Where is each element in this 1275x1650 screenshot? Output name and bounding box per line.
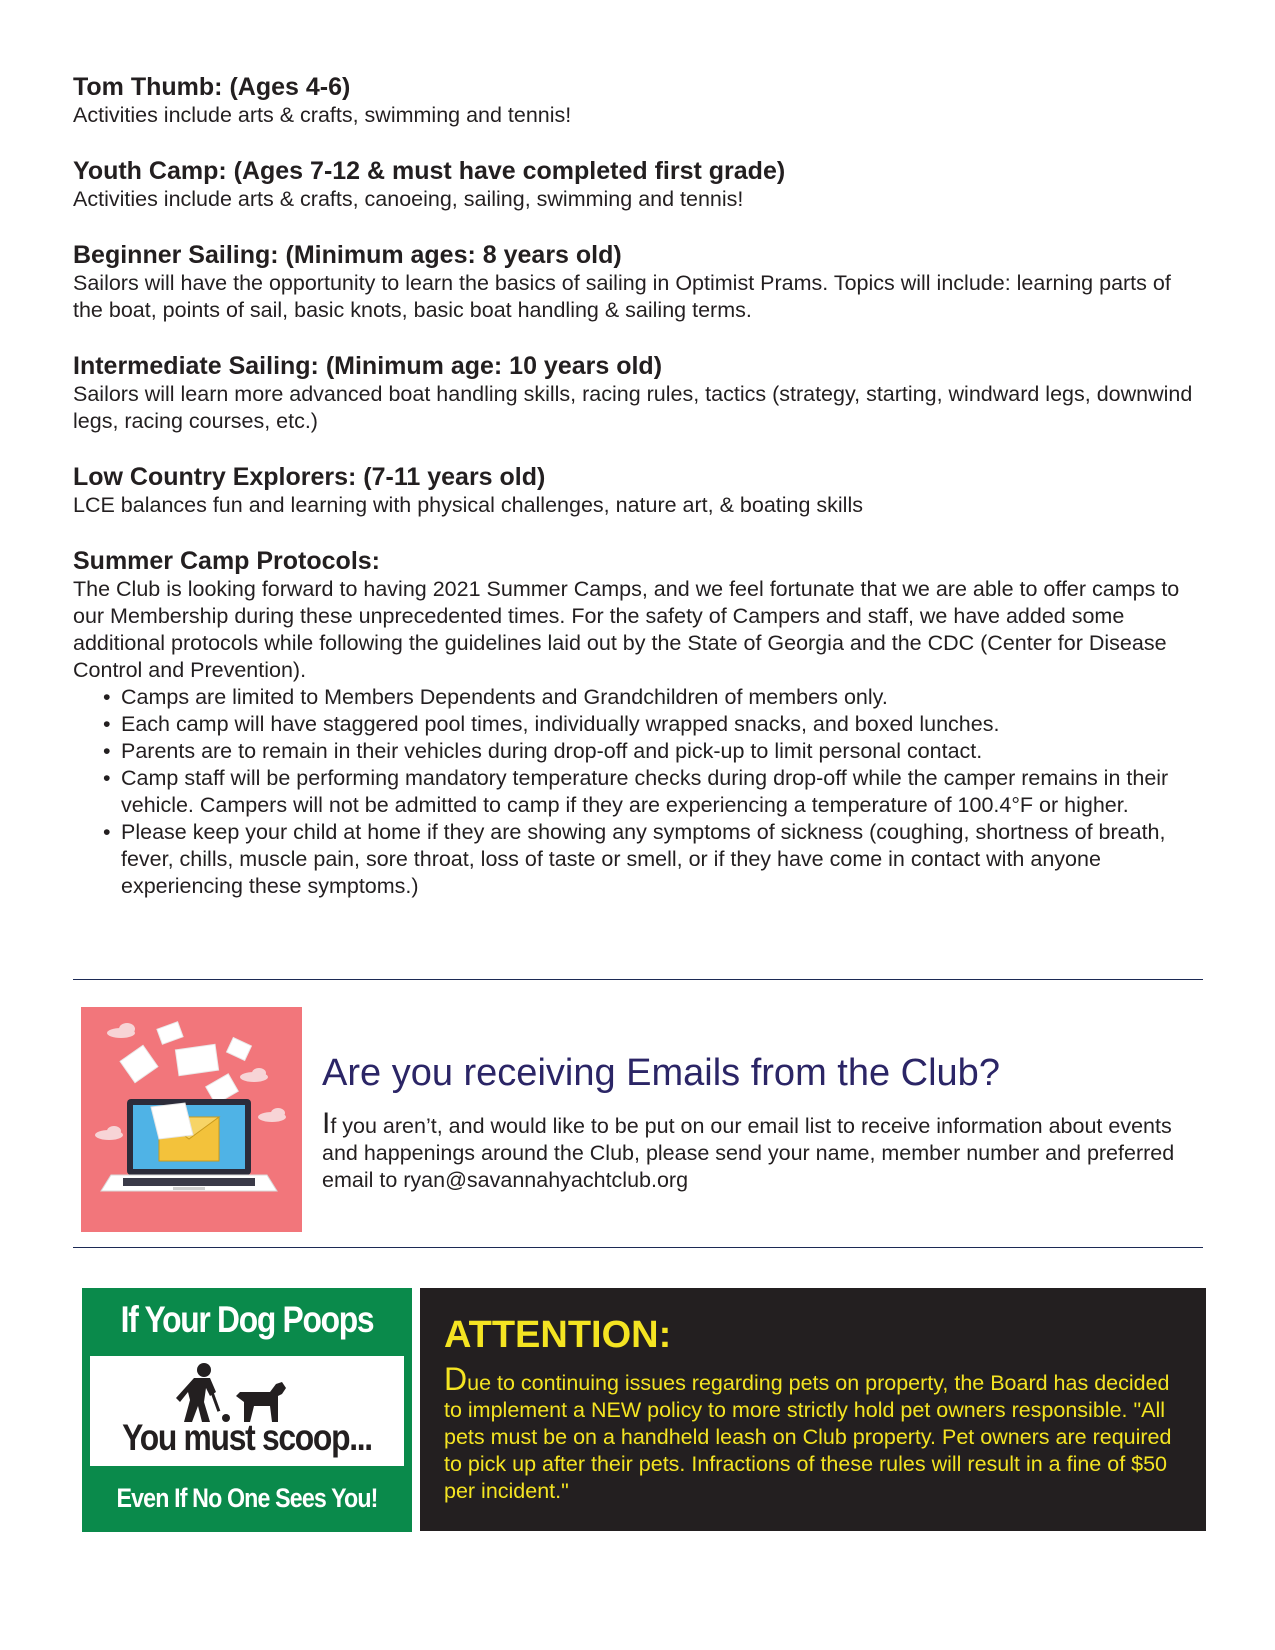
sign-bottom-text: Even If No One Sees You! <box>116 1483 378 1513</box>
protocols-list <box>73 684 1203 900</box>
section-title: Youth Camp: (Ages 7-12 & must have completed first grade) <box>73 157 786 185</box>
dog-poop-sign <box>82 1288 412 1532</box>
section-body: Sailors will learn more advanced boat handling skills, racing rules, tactics (strategy, starting, windward legs, downwind legs, racing courses, etc.) <box>73 382 1193 433</box>
sign-white-panel <box>90 1356 404 1466</box>
protocols-title: Summer Camp Protocols: <box>73 547 381 575</box>
email-illustration <box>81 1007 302 1232</box>
attention-heading: ATTENTION: <box>444 1314 672 1356</box>
divider <box>73 979 1203 980</box>
section-low-country-explorers <box>73 462 1203 519</box>
email-heading: Are you receiving Emails from the Club? <box>322 1052 1000 1094</box>
camp-info <box>73 72 1203 927</box>
scooping-person-dog-icon <box>170 1362 300 1424</box>
section-beginner-sailing <box>73 240 1203 324</box>
section-body: LCE balances fun and learning with physical challenges, nature art, & boating skills <box>73 493 863 517</box>
protocol-item: • Camps are limited to Members Dependents and Grandchildren of members only. <box>103 684 1203 711</box>
attention-box <box>420 1288 1206 1531</box>
section-title: Beginner Sailing: (Minimum ages: 8 years old) <box>73 241 622 269</box>
sign-top-text: If Your Dog Poops <box>120 1299 374 1340</box>
section-intermediate-sailing <box>73 351 1203 435</box>
section-tom-thumb <box>73 72 1203 129</box>
attention-dropcap: D <box>444 1361 468 1397</box>
attention-body-text: ue to continuing issues regarding pets on property, the Board has decided to implement a NEW policy to more strictly hold pet owners responsible. "All pets must be on a handheld leash on Club property. Pet owners are required to pick up after their pets. Infractions of these rules will result in a fine of $50 per incident." <box>444 1371 1172 1503</box>
sign-middle-text: You must scoop... <box>122 1417 372 1458</box>
protocol-item: • Please keep your child at home if they are showing any symptoms of sickness (coughing, shortness of breath, fever, chills, muscle pain, sore throat, loss of taste or smell, or if they have come in contact with anyone experiencing these symptoms.) <box>103 819 1203 900</box>
divider <box>73 1247 1203 1248</box>
protocol-item: • Parents are to remain in their vehicles during drop-off and pick-up to limit personal contact. <box>103 738 1203 765</box>
section-title: Intermediate Sailing: (Minimum age: 10 years old) <box>73 352 663 380</box>
section-protocols <box>73 546 1203 900</box>
section-body: Activities include arts & crafts, canoeing, sailing, swimming and tennis! <box>73 187 744 211</box>
section-title: Tom Thumb: (Ages 4-6) <box>73 73 351 101</box>
email-body-text: f you aren’t, and would like to be put on our email list to receive information about events and happenings around the Club, please send your name, member number and preferred email to ryan@savannahyachtclub.org <box>322 1114 1175 1192</box>
protocol-item: • Camp staff will be performing mandatory temperature checks during drop-off while the camper remains in their vehicle. Campers will not be admitted to camp if they are experiencing a temperature of 100.4°F or higher. <box>103 765 1203 819</box>
section-youth-camp <box>73 156 1203 213</box>
protocol-item: • Each camp will have staggered pool times, individually wrapped snacks, and boxed lunches. <box>103 711 1203 738</box>
section-body: Sailors will have the opportunity to learn the basics of sailing in Optimist Prams. Topics will include: learning parts of the boat, points of sail, basic knots, basic boat handling & sailing terms. <box>73 271 1171 322</box>
email-dropcap: I <box>322 1107 331 1140</box>
section-body: Activities include arts & crafts, swimming and tennis! <box>73 103 572 127</box>
section-title: Low Country Explorers: (7-11 years old) <box>73 463 546 491</box>
email-paragraph <box>322 1107 1202 1194</box>
attention-paragraph <box>444 1361 1174 1505</box>
protocols-intro: The Club is looking forward to having 2021 Summer Camps, and we feel fortunate that we are able to offer camps to our Membership during these unprecedented times. For the safety of Campers and staff, we have added some additional protocols while following the guidelines laid out by the State of Georgia and the CDC (Center for Disease Control and Prevention). <box>73 577 1180 682</box>
laptop-envelope-icon <box>81 1007 302 1232</box>
